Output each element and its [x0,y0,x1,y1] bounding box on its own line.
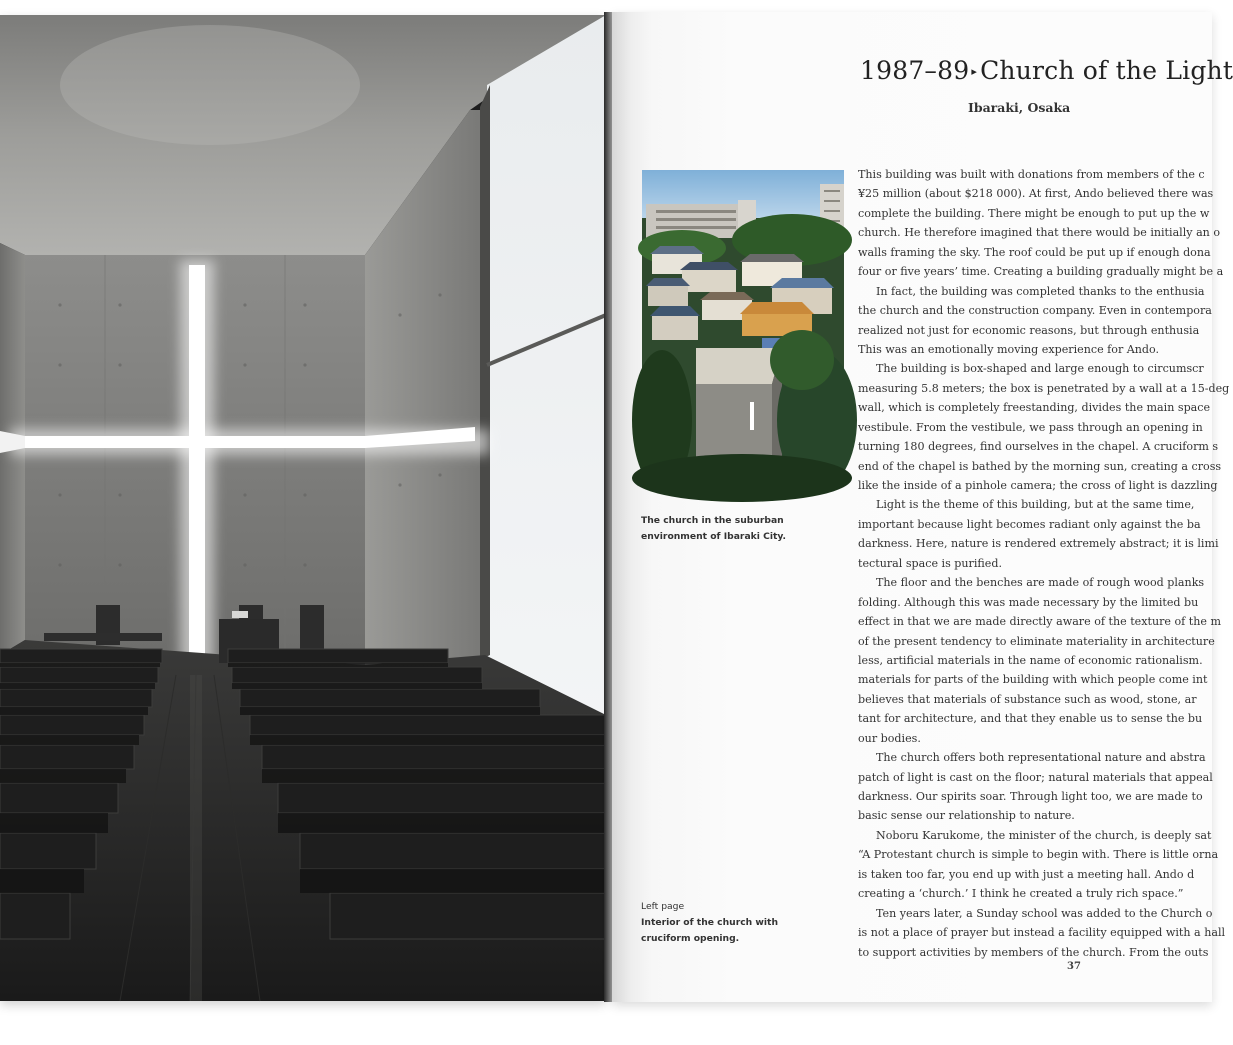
body-line: believes that materials of substance such as wood, stone, ar [858,692,1197,706]
body-line: effect in that we are made directly aware of the texture of the m [858,615,1222,629]
body-line: tant for architecture, and that they enable us to sense the bu [858,712,1203,726]
title-separator-icon: ▸ [971,65,978,78]
body-line: ¥25 million (about $218 000). At first, Ando believed there was [858,187,1214,201]
body-line: church. He therefore imagined that there would be initially an o [858,226,1221,240]
body-line: This was an emotionally moving experience for Ando. [858,342,1160,356]
article-body [858,165,1230,962]
body-line: patch of light is cast on the floor; natural materials that appeal [858,770,1213,784]
body-line: complete the building. There might be enough to put up the w [858,206,1210,220]
page-title [860,56,1233,85]
body-line: Ten years later, a Sunday school was added to the Church o [876,906,1213,920]
body-line: like the inside of a pinhole camera; the cross of light is dazzling [858,479,1218,492]
photo-caption-left-page [641,899,811,947]
body-line: tectural space is purified. [858,556,1003,570]
body-line: “A Protestant church is simple to begin with. There is little orna [858,848,1219,862]
body-line: is not a place of prayer but instead a facility equipped with a hall [858,926,1226,940]
body-line: is taken too far, you end up with just a meeting hall. Ando d [858,867,1195,881]
body-line: Light is the theme of this building, but at the same time, [876,498,1195,512]
body-line: four or five years’ time. Creating a building gradually might be a [858,265,1224,279]
body-line: important because light becomes radiant only against the ba [858,517,1201,531]
left-page [0,15,606,1001]
body-line: our bodies. [858,731,921,745]
body-line: darkness. Our spirits soar. Through light too, we are made to [858,790,1203,803]
body-line: In fact, the building was completed thanks to the enthusia [876,284,1205,298]
body-line: to support activities by members of the church. From the outs [858,945,1209,959]
right-page [612,12,1233,1002]
body-line: The building is box-shaped and large enough to circumscr [876,362,1204,376]
body-line: folding. Although this was made necessary by the limited bu [858,595,1199,609]
body-line: creating a ‘church.’ I think he created a truly rich space.” [858,887,1184,901]
church-interior-photo [0,15,606,1001]
location-subtitle: Ibaraki, Osaka [968,100,1071,115]
body-line: The floor and the benches are made of rough wood planks [876,576,1205,590]
caption-left-page-label: Left page [641,901,685,912]
body-line: darkness. Here, nature is rendered extremely abstract; it is limi [858,537,1219,551]
body-line: This building was built with donations from members of the c [858,168,1205,181]
photo-caption-suburban: The church in the suburban environment of Ibaraki City. [641,515,787,542]
body-line: basic sense our relationship to nature. [858,809,1075,823]
church-exterior-photo [642,170,844,484]
body-line: less, artificial materials in the name of economic rationalism. [858,653,1203,667]
title-years: 1987–89 [860,56,970,85]
caption-left-page-text: Interior of the church with cruciform opening. [641,917,778,944]
body-line: wall, which is completely freestanding, divides the main space [858,401,1211,415]
title-text: Church of the Light [980,56,1233,85]
body-line: turning 180 degrees, find ourselves in the chapel. A cruciform s [858,440,1219,454]
body-line: end of the chapel is bathed by the morning sun, creating a cross [858,459,1222,473]
body-line: the church and the construction company. Even in contempora [858,304,1212,318]
body-line: materials for parts of the building with which people come int [858,673,1208,687]
body-line: of the present tendency to eliminate materiality in architecture [858,634,1215,648]
body-line: measuring 5.8 meters; the box is penetrated by a wall at a 15-deg [858,381,1230,395]
body-line: walls framing the sky. The roof could be put up if enough dona [858,245,1211,259]
page-number: 37 [1067,961,1081,972]
body-line: The church offers both representational nature and abstra [876,751,1206,765]
body-line: vestibule. From the vestibule, we pass through an opening in [858,420,1203,434]
body-line: realized not just for economic reasons, but through enthusia [858,323,1200,337]
body-line: Noboru Karukome, the minister of the church, is deeply sat [876,828,1212,842]
